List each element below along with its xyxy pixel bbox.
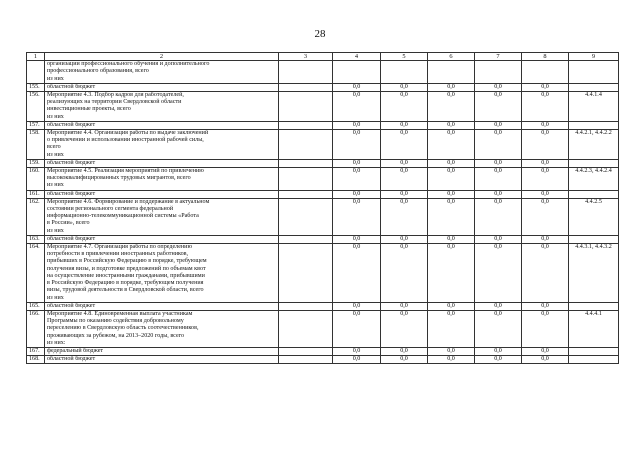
cell-col4: 0,0 [333,83,381,91]
cell-target-index [569,347,619,355]
row-description: Мероприятие 4.7. Организация работы по определению потребности в привлечении иностранных работников, прибывших в Российскую Федерацию в порядке, требующем получения визы, и подготовке предложений по объемам квот на осуществление иностранными гражданами, прибывшими в Российскую Федерацию в порядке, требующем получения визы, трудовой деятельности в Свердловской области, всего из них [45,244,279,303]
page-number: 28 [314,28,326,40]
row-number: 158. [27,130,45,160]
table-row [27,83,619,91]
table-header-row [27,53,619,61]
row-number: 156. [27,92,45,122]
row-number [27,61,45,84]
cell-col3 [279,302,333,310]
cell-col3 [279,198,333,235]
row-description: областной бюджет [45,235,279,243]
row-number: 159. [27,159,45,167]
cell-target-index [569,302,619,310]
cell-col5: 0,0 [381,198,428,235]
cell-col7: 0,0 [475,121,522,129]
cell-col6: 0,0 [428,130,475,160]
cell-col3 [279,310,333,347]
column-header: 7 [475,53,522,61]
cell-col3 [279,356,333,364]
cell-col8: 0,0 [522,190,569,198]
row-number: 155. [27,83,45,91]
cell-col8: 0,0 [522,159,569,167]
cell-col8: 0,0 [522,92,569,122]
cell-col5: 0,0 [381,83,428,91]
cell-col5: 0,0 [381,235,428,243]
cell-target-index: 4.4.2.5 [569,198,619,235]
cell-target-index: 4.4.1.4 [569,92,619,122]
row-description: организации профессионального обучения и дополнительного профессионального образования, всего из них [45,61,279,84]
table-row [27,61,619,84]
cell-col7: 0,0 [475,190,522,198]
row-description: областной бюджет [45,356,279,364]
cell-col5: 0,0 [381,121,428,129]
cell-target-index: 4.4.4.1 [569,310,619,347]
cell-col8: 0,0 [522,356,569,364]
cell-col4: 0,0 [333,159,381,167]
cell-col3 [279,83,333,91]
cell-col8: 0,0 [522,347,569,355]
row-description: областной бюджет [45,302,279,310]
table-row [27,244,619,303]
row-number: 164. [27,244,45,303]
cell-target-index [569,356,619,364]
row-number: 166. [27,310,45,347]
cell-col7: 0,0 [475,168,522,191]
cell-col5 [381,61,428,84]
cell-col7: 0,0 [475,302,522,310]
row-number: 160. [27,168,45,191]
cell-col7: 0,0 [475,159,522,167]
row-number: 167. [27,347,45,355]
cell-col6 [428,61,475,84]
cell-col6: 0,0 [428,168,475,191]
column-header: 1 [27,53,45,61]
row-description: Мероприятие 4.8. Единовременная выплата участникам Программы по оказанию содействия добровольному переселению в Свердловскую область соотечественников, проживающих за рубежом, на 2013–2020 годы, всего из них: [45,310,279,347]
cell-col3 [279,347,333,355]
cell-col7: 0,0 [475,83,522,91]
table-row [27,130,619,160]
row-description: Мероприятие 4.4. Организация работы по выдаче заключений о привлечении и использовании иностранной рабочей силы, всего из них [45,130,279,160]
cell-col7: 0,0 [475,92,522,122]
cell-target-index: 4.4.2.1, 4.4.2.2 [569,130,619,160]
cell-target-index [569,61,619,84]
cell-col8: 0,0 [522,121,569,129]
row-description: областной бюджет [45,190,279,198]
row-description: федеральный бюджет [45,347,279,355]
cell-col7: 0,0 [475,310,522,347]
cell-col8: 0,0 [522,244,569,303]
table-row [27,159,619,167]
row-description: областной бюджет [45,83,279,91]
cell-col3 [279,168,333,191]
cell-col3 [279,61,333,84]
column-header: 4 [333,53,381,61]
cell-col3 [279,121,333,129]
cell-col7: 0,0 [475,130,522,160]
cell-col4 [333,61,381,84]
cell-target-index: 4.4.2.3, 4.4.2.4 [569,168,619,191]
table-row [27,121,619,129]
row-number: 161. [27,190,45,198]
cell-col7 [475,61,522,84]
cell-col4: 0,0 [333,190,381,198]
column-header: 2 [45,53,279,61]
cell-col5: 0,0 [381,159,428,167]
cell-col8: 0,0 [522,130,569,160]
cell-col7: 0,0 [475,244,522,303]
table-row [27,235,619,243]
cell-col4: 0,0 [333,121,381,129]
cell-col4: 0,0 [333,356,381,364]
row-description: Мероприятие 4.5. Реализация мероприятий по привлечению высококвалифицированных трудовых мигрантов, всего из них [45,168,279,191]
column-header: 3 [279,53,333,61]
row-number: 165. [27,302,45,310]
cell-target-index: 4.4.3.1, 4.4.3.2 [569,244,619,303]
table-row [27,310,619,347]
cell-col6: 0,0 [428,198,475,235]
cell-col5: 0,0 [381,244,428,303]
cell-col6: 0,0 [428,83,475,91]
cell-col4: 0,0 [333,198,381,235]
cell-col5: 0,0 [381,190,428,198]
budget-table [26,52,619,364]
cell-col6: 0,0 [428,235,475,243]
cell-col4: 0,0 [333,310,381,347]
row-number: 157. [27,121,45,129]
cell-target-index [569,121,619,129]
cell-col4: 0,0 [333,347,381,355]
table-row [27,168,619,191]
cell-col5: 0,0 [381,310,428,347]
table-row [27,347,619,355]
row-description: Мероприятие 4.6. Формирование и поддержание в актуальном состоянии регионального сегмента федеральной информационно-телекоммуникационной системы «Работа в России», всего из них [45,198,279,235]
cell-col8: 0,0 [522,302,569,310]
cell-col4: 0,0 [333,302,381,310]
cell-col7: 0,0 [475,198,522,235]
row-description: областной бюджет [45,121,279,129]
row-description: областной бюджет [45,159,279,167]
column-header: 8 [522,53,569,61]
row-number: 162. [27,198,45,235]
table-row [27,302,619,310]
cell-col4: 0,0 [333,168,381,191]
cell-col6: 0,0 [428,92,475,122]
cell-col3 [279,190,333,198]
row-number: 163. [27,235,45,243]
cell-col4: 0,0 [333,244,381,303]
cell-col5: 0,0 [381,302,428,310]
cell-target-index [569,235,619,243]
table-row [27,198,619,235]
cell-col7: 0,0 [475,347,522,355]
cell-col6: 0,0 [428,121,475,129]
cell-col6: 0,0 [428,244,475,303]
cell-col3 [279,130,333,160]
table-row [27,92,619,122]
cell-col6: 0,0 [428,302,475,310]
cell-col3 [279,244,333,303]
cell-col6: 0,0 [428,356,475,364]
cell-col7: 0,0 [475,235,522,243]
cell-col8: 0,0 [522,310,569,347]
cell-col3 [279,159,333,167]
cell-col8 [522,61,569,84]
cell-col8: 0,0 [522,168,569,191]
cell-col8: 0,0 [522,83,569,91]
row-number: 168. [27,356,45,364]
cell-col6: 0,0 [428,310,475,347]
cell-col3 [279,235,333,243]
cell-col5: 0,0 [381,168,428,191]
cell-target-index [569,159,619,167]
column-header: 6 [428,53,475,61]
cell-col4: 0,0 [333,92,381,122]
cell-col5: 0,0 [381,92,428,122]
column-header: 9 [569,53,619,61]
row-description: Мероприятие 4.3. Подбор кадров для работодателей, реализующих на территории Свердловской области инвестиционные проекты, всего из них [45,92,279,122]
cell-col4: 0,0 [333,235,381,243]
cell-col6: 0,0 [428,347,475,355]
column-header: 5 [381,53,428,61]
table-row [27,190,619,198]
cell-col3 [279,92,333,122]
cell-col4: 0,0 [333,130,381,160]
cell-col5: 0,0 [381,130,428,160]
cell-col6: 0,0 [428,159,475,167]
cell-col8: 0,0 [522,198,569,235]
cell-col5: 0,0 [381,347,428,355]
cell-col6: 0,0 [428,190,475,198]
cell-col5: 0,0 [381,356,428,364]
cell-target-index [569,83,619,91]
cell-target-index [569,190,619,198]
table-body [27,53,619,364]
cell-col8: 0,0 [522,235,569,243]
table-row [27,356,619,364]
cell-col7: 0,0 [475,356,522,364]
